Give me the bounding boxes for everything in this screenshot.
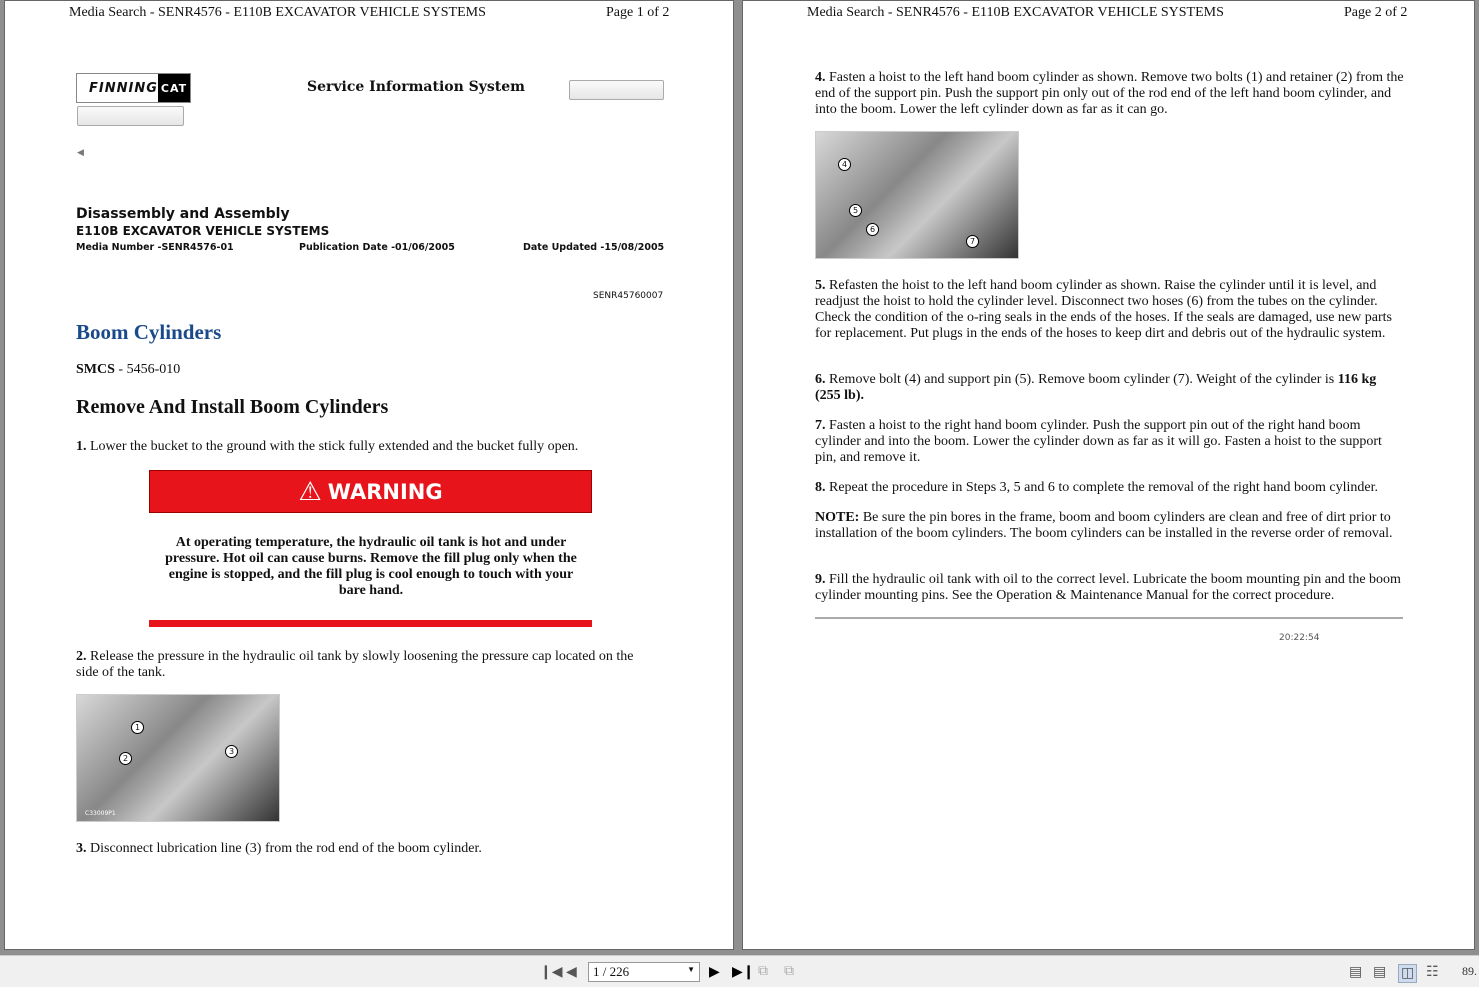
section-title: Boom Cylinders xyxy=(76,320,222,344)
smcs-code xyxy=(76,362,180,378)
note-text: Be sure the pin bores in the frame, boom and boom cylinders are clean and free of dirt prior to installation of the boom cylinders. The boom cylinders can be installed in the reverse order of removal. xyxy=(815,510,1393,541)
sis-title: Service Information System xyxy=(307,79,525,95)
two-page-view-icon[interactable]: ◫ xyxy=(1398,964,1417,983)
zoom-level[interactable]: 89. xyxy=(1462,964,1477,978)
procedure-title: Remove And Install Boom Cylinders xyxy=(76,396,389,418)
two-page-continuous-view-icon[interactable]: ☷ xyxy=(1426,965,1439,980)
timestamp: 20:22:54 xyxy=(1279,633,1320,643)
step-number: 8. xyxy=(815,480,826,495)
step-text: Refasten the hoist to the left hand boom cylinder as shown. Raise the cylinder until it is level, and readjust the hoist to hold the cylinder level. Disconnect two hoses (6) from the tubes on the cylinder. Check the condition of the o-ring seals in the ends of the hoses. If the seals are damaged, use new parts for replacement. Put plugs in the ends of the hoses to keep dirt and debris out of the hydraulic system. xyxy=(815,278,1392,341)
step-1 xyxy=(76,439,676,455)
next-page-icon[interactable]: ▶ xyxy=(709,965,720,980)
callout: 1 xyxy=(131,721,144,734)
doc-type: Disassembly and Assembly xyxy=(76,206,290,222)
step-5 xyxy=(815,278,1405,342)
hydraulic-tank-photo xyxy=(76,694,280,822)
warning-triangle-icon: ⚠ xyxy=(298,476,322,507)
copy-icon[interactable]: ⧉ xyxy=(758,964,768,979)
step-number: 4. xyxy=(815,70,826,85)
back-arrow-icon[interactable]: ◀ xyxy=(77,147,84,157)
step-text: Release the pressure in the hydraulic oil tank by slowly loosening the pressure cap located on the side of the tank. xyxy=(76,649,634,680)
pdf-page-1 xyxy=(4,0,734,950)
step-text: Fasten a hoist to the right hand boom cylinder. Push the support pin out of the right hand boom cylinder and into the boom. Lower the cylinder down as far as it will go. Fasten a hoist to the support pin, and remove it. xyxy=(815,418,1382,465)
step-4 xyxy=(815,70,1405,118)
single-page-view-icon[interactable]: ▤ xyxy=(1349,965,1363,980)
step-number: 2. xyxy=(76,649,87,664)
warning-bottom-bar xyxy=(149,620,592,627)
finning-cat-logo xyxy=(76,73,191,103)
chevron-down-icon[interactable]: ▼ xyxy=(687,965,695,974)
callout: 3 xyxy=(225,745,238,758)
callout: 4 xyxy=(838,158,851,171)
note-label: NOTE: xyxy=(815,510,860,525)
step-6 xyxy=(815,372,1405,404)
doc-id: SENR45760007 xyxy=(593,291,664,301)
page-number: Page 2 of 2 xyxy=(1344,5,1408,20)
callout: 7 xyxy=(966,235,979,248)
paste-icon[interactable]: ⧉ xyxy=(784,964,794,979)
continuous-view-icon[interactable]: ▤ xyxy=(1373,965,1387,980)
step-number: 6. xyxy=(815,372,826,387)
step-7 xyxy=(815,418,1405,466)
page-number-input[interactable] xyxy=(588,962,700,982)
last-page-icon[interactable]: ▶❙ xyxy=(732,965,755,980)
warning-label: WARNING xyxy=(327,479,443,504)
callout: 2 xyxy=(119,752,132,765)
step-number: 3. xyxy=(76,841,87,856)
page-header: Media Search - SENR4576 - E110B EXCAVATOR VEHICLE SYSTEMS xyxy=(807,5,1224,20)
step-number: 9. xyxy=(815,572,826,587)
step-2 xyxy=(76,649,656,681)
smcs-label: SMCS xyxy=(76,362,115,377)
callout: 5 xyxy=(849,204,862,217)
divider xyxy=(815,617,1403,619)
step-9 xyxy=(815,572,1405,604)
media-number: Media Number -SENR4576-01 xyxy=(76,242,234,253)
step-8 xyxy=(815,480,1405,496)
date-updated: Date Updated -15/08/2005 xyxy=(523,242,665,253)
page-input-value: 1 / 226 xyxy=(593,964,630,979)
warning-banner xyxy=(149,470,592,513)
step-text: Remove bolt (4) and support pin (5). Remove boom cylinder (7). Weight of the cylinder is xyxy=(825,372,1338,387)
step-text: Fasten a hoist to the left hand boom cylinder as shown. Remove two bolts (1) and retainer (2) from the end of the support pin. Push the support pin only out of the rod end of the left hand boom cylinder, and into the boom. Lower the left cylinder down as far as it can go. xyxy=(815,70,1404,117)
pdf-toolbar xyxy=(0,955,1479,987)
step-3 xyxy=(76,841,676,857)
form-button[interactable] xyxy=(569,80,664,100)
pdf-page-2 xyxy=(742,0,1475,950)
step-text: Lower the bucket to the ground with the stick fully extended and the bucket fully open. xyxy=(86,439,579,454)
page-number: Page 1 of 2 xyxy=(606,5,670,20)
step-number: 1. xyxy=(76,439,87,454)
logo-text: FINNING xyxy=(89,80,158,96)
boom-cylinder-photo xyxy=(815,131,1019,259)
callout: 6 xyxy=(866,223,879,236)
publication-date: Publication Date -01/06/2005 xyxy=(299,242,455,253)
step-text: Fill the hydraulic oil tank with oil to the correct level. Lubricate the boom mounting pin and the boom cylinder mounting pins. See the Operation & Maintenance Manual for the correct procedure. xyxy=(815,572,1401,603)
step-text: Disconnect lubrication line (3) from the rod end of the boom cylinder. xyxy=(86,841,482,856)
image-caption: C33009P1 xyxy=(85,810,116,817)
warning-text: At operating temperature, the hydraulic oil tank is hot and under pressure. Hot oil can cause burns. Remove the fill plug only when the engine is stopped, and the fill plug is cool enough to touch with your bare hand. xyxy=(165,535,577,598)
weight-value: 116 kg (255 lb). xyxy=(815,372,1377,403)
note xyxy=(815,510,1405,542)
form-button[interactable] xyxy=(77,106,184,126)
cat-logo: CAT xyxy=(158,74,190,102)
step-number: 5. xyxy=(815,278,826,293)
doc-model: E110B EXCAVATOR VEHICLE SYSTEMS xyxy=(76,224,330,238)
step-text: Repeat the procedure in Steps 3, 5 and 6 to complete the removal of the right hand boom cylinder. xyxy=(825,480,1378,495)
smcs-value: - 5456-010 xyxy=(114,362,181,377)
prev-page-icon[interactable]: ◀ xyxy=(566,965,577,980)
first-page-icon[interactable]: ❙◀ xyxy=(540,965,563,980)
page-header: Media Search - SENR4576 - E110B EXCAVATOR VEHICLE SYSTEMS xyxy=(69,5,486,20)
step-number: 7. xyxy=(815,418,826,433)
